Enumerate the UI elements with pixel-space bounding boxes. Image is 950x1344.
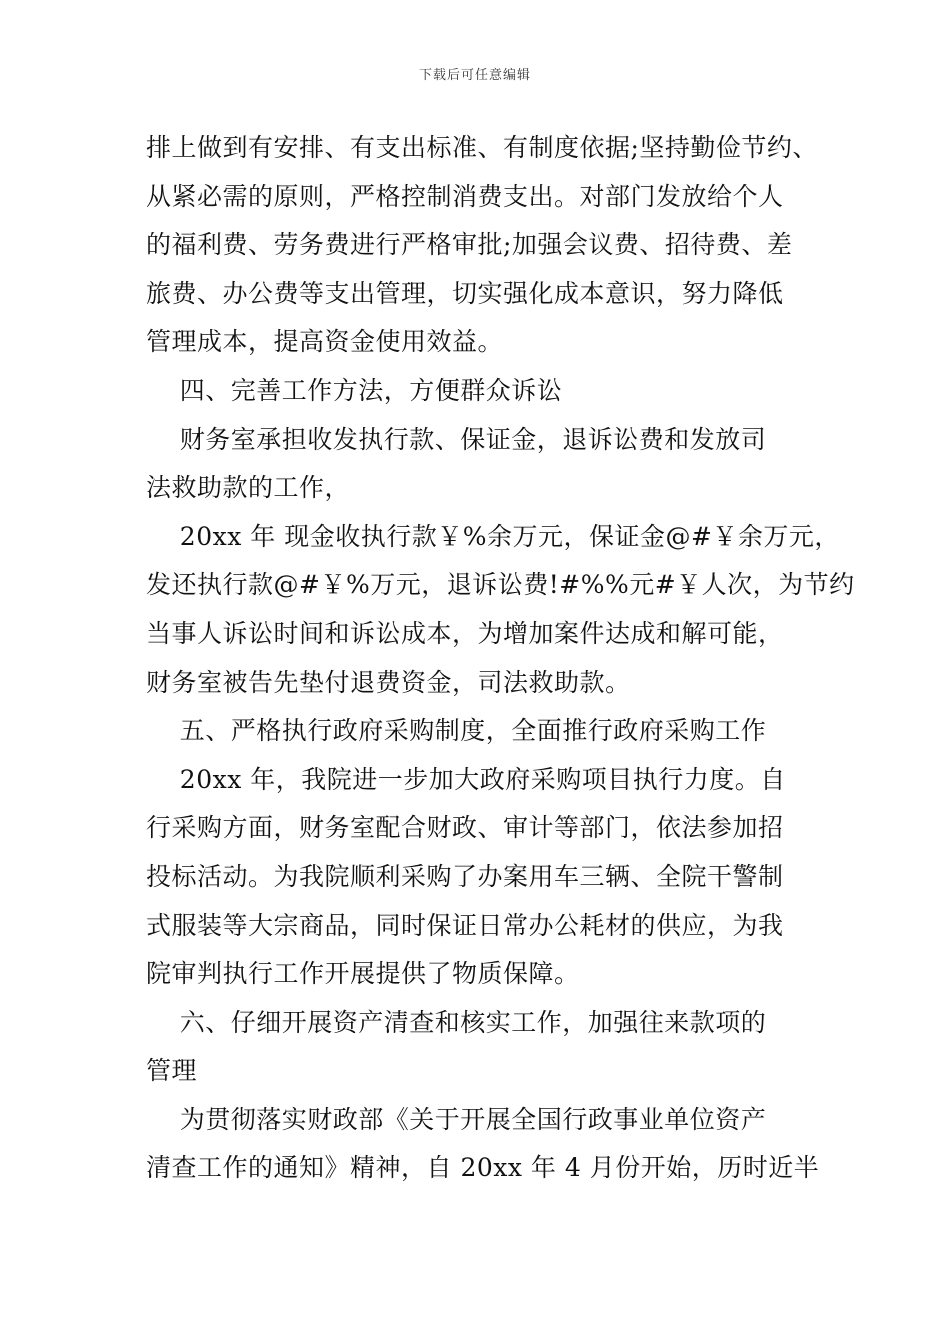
text-line: 财务室被告先垫付退费资金，司法救助款。 <box>146 667 631 697</box>
text-line: 发还执行款@#￥%万元，退诉讼费!#%%元#￥人次，为节约 <box>146 570 855 600</box>
document-body <box>146 124 855 1193</box>
text-line: 20xx 年，我院进一步加大政府采购项目执行力度。自 <box>146 764 786 794</box>
text-line: 的福利费、劳务费进行严格审批;加强会议费、招待费、差 <box>146 230 793 260</box>
text-line: 20xx 年 现金收执行款￥%余万元，保证金@#￥余万元， <box>146 521 840 551</box>
page-header: 下载后可任意编辑 <box>418 68 531 83</box>
section-heading-5: 五、严格执行政府采购制度，全面推行政府采购工作 <box>146 716 767 746</box>
text-line: 排上做到有安排、有支出标准、有制度依据;坚持勤俭节约、 <box>146 133 818 162</box>
text-line: 管理成本，提高资金使用效益。 <box>146 327 504 357</box>
section-heading-6: 六、仔细开展资产清查和核实工作，加强往来款项的 <box>146 1007 767 1037</box>
text-line: 式服装等大宗商品，同时保证日常办公耗材的供应，为我 <box>146 910 784 940</box>
section-heading-4: 四、完善工作方法，方便群众诉讼 <box>146 375 563 405</box>
text-line: 为贯彻落实财政部《关于开展全国行政事业单位资产 <box>146 1104 767 1134</box>
text-line: 行采购方面，财务室配合财政、审计等部门，依法参加招 <box>146 813 784 843</box>
text-line: 从紧必需的原则，严格控制消费支出。对部门发放给个人 <box>146 181 784 211</box>
text-line: 旅费、办公费等支出管理，切实强化成本意识，努力降低 <box>146 278 784 308</box>
text-line: 投标活动。为我院顺利采购了办案用车三辆、全院干警制 <box>146 861 784 891</box>
text-line: 当事人诉讼时间和诉讼成本，为增加案件达成和解可能， <box>146 618 784 648</box>
section-heading-6-cont: 管理 <box>146 1056 198 1086</box>
text-line: 财务室承担收发执行款、保证金，退诉讼费和发放司 <box>146 424 767 454</box>
text-line: 法救助款的工作， <box>146 473 351 503</box>
text-line: 清查工作的通知》精神，自 20xx 年 4 月份开始，历时近半 <box>146 1153 820 1183</box>
text-line: 院审判执行工作开展提供了物质保障。 <box>146 959 580 989</box>
